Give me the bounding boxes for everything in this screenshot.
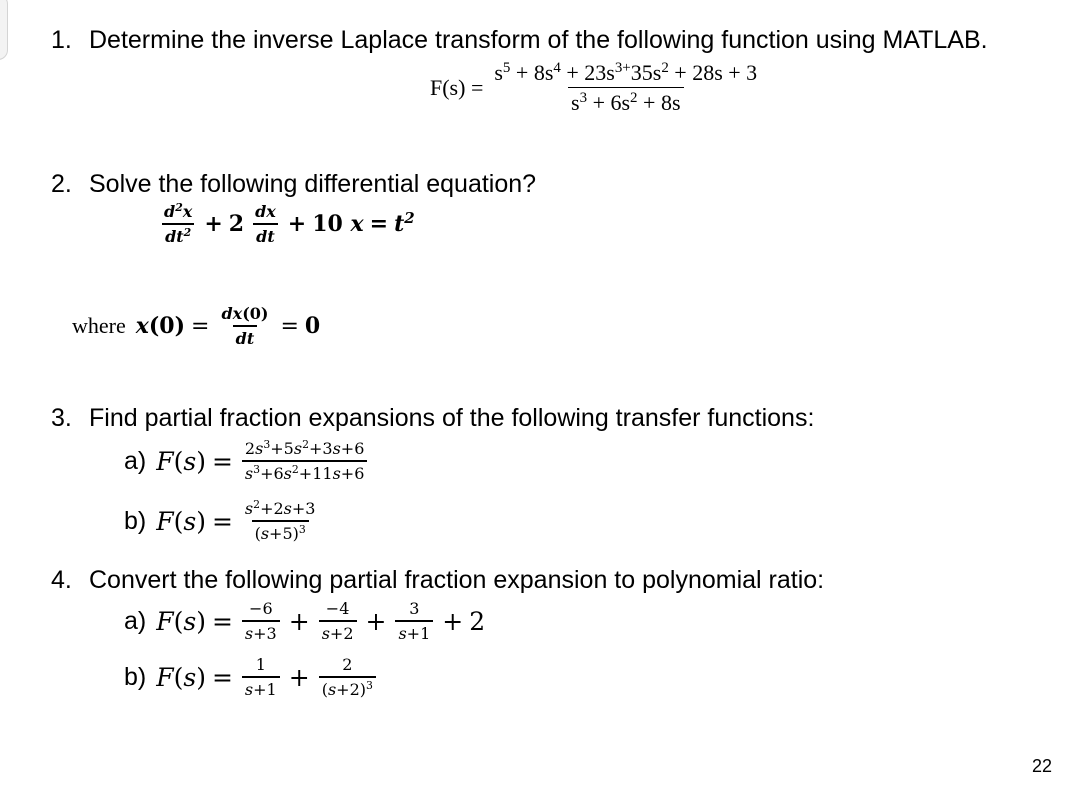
question-2 [51, 170, 536, 198]
question-3 [51, 404, 814, 432]
part-3b-label: b) [124, 506, 147, 535]
page-number: 22 [1031, 756, 1052, 776]
question-1 [51, 26, 988, 54]
question-1-text: Determine the inverse Laplace transform of the following function using MATLAB. [89, 26, 988, 54]
question-3-text: Find partial fraction expansions of the following transfer functions: [89, 404, 815, 432]
equation-4b: b) F ( s ) = $\frac{1}{s+1}$ + $\frac{2}{(s+2)^3}$ [124, 656, 379, 698]
question-4-text: Convert the following partial fraction expansion to polynomial ratio: [89, 566, 825, 594]
equation-2-conditions: where x(0) = $\frac{dx(0)}{dt}$ = 0 [72, 304, 321, 348]
corner-tab [0, 0, 8, 60]
equation-1: F(s) = $\frac{s^5 + 8s^4 + 23s^{3+}35s^2 + 28s + 3}{s^3 + 6s^2 + 8s}$ [430, 59, 758, 116]
equation-3a: a) F ( s ) = $\frac{2s^3+5s^2+3s+6}{s^3+6s^2+11s+6}$ [124, 440, 370, 482]
part-4a-label: a) [124, 606, 147, 635]
question-3-number: 3. [51, 404, 72, 432]
question-2-number: 2. [51, 170, 72, 198]
part-4b-label: b) [124, 662, 147, 691]
question-1-number: 1. [51, 26, 72, 54]
question-4-number: 4. [51, 566, 72, 594]
equation-4a: a) F ( s ) = $\frac{-6}{s+3}$ + $\frac{-4}{s+2}$ + $\frac{3}{s+1}$ + 2 [124, 599, 486, 643]
equation-2: $\frac{d^2x}{dt^2}$ + 2 $\frac{dx}{dt}$ + 10 x = $t^2$ [164, 201, 415, 246]
where-label: where [72, 313, 126, 339]
part-3a-label: a) [124, 446, 147, 475]
question-2-text: Solve the following differential equation? [89, 170, 537, 198]
question-4 [51, 566, 824, 594]
equation-3b: b) F ( s ) = $\frac{s^2+2s+3}{(s+5)^3}$ [124, 498, 316, 543]
